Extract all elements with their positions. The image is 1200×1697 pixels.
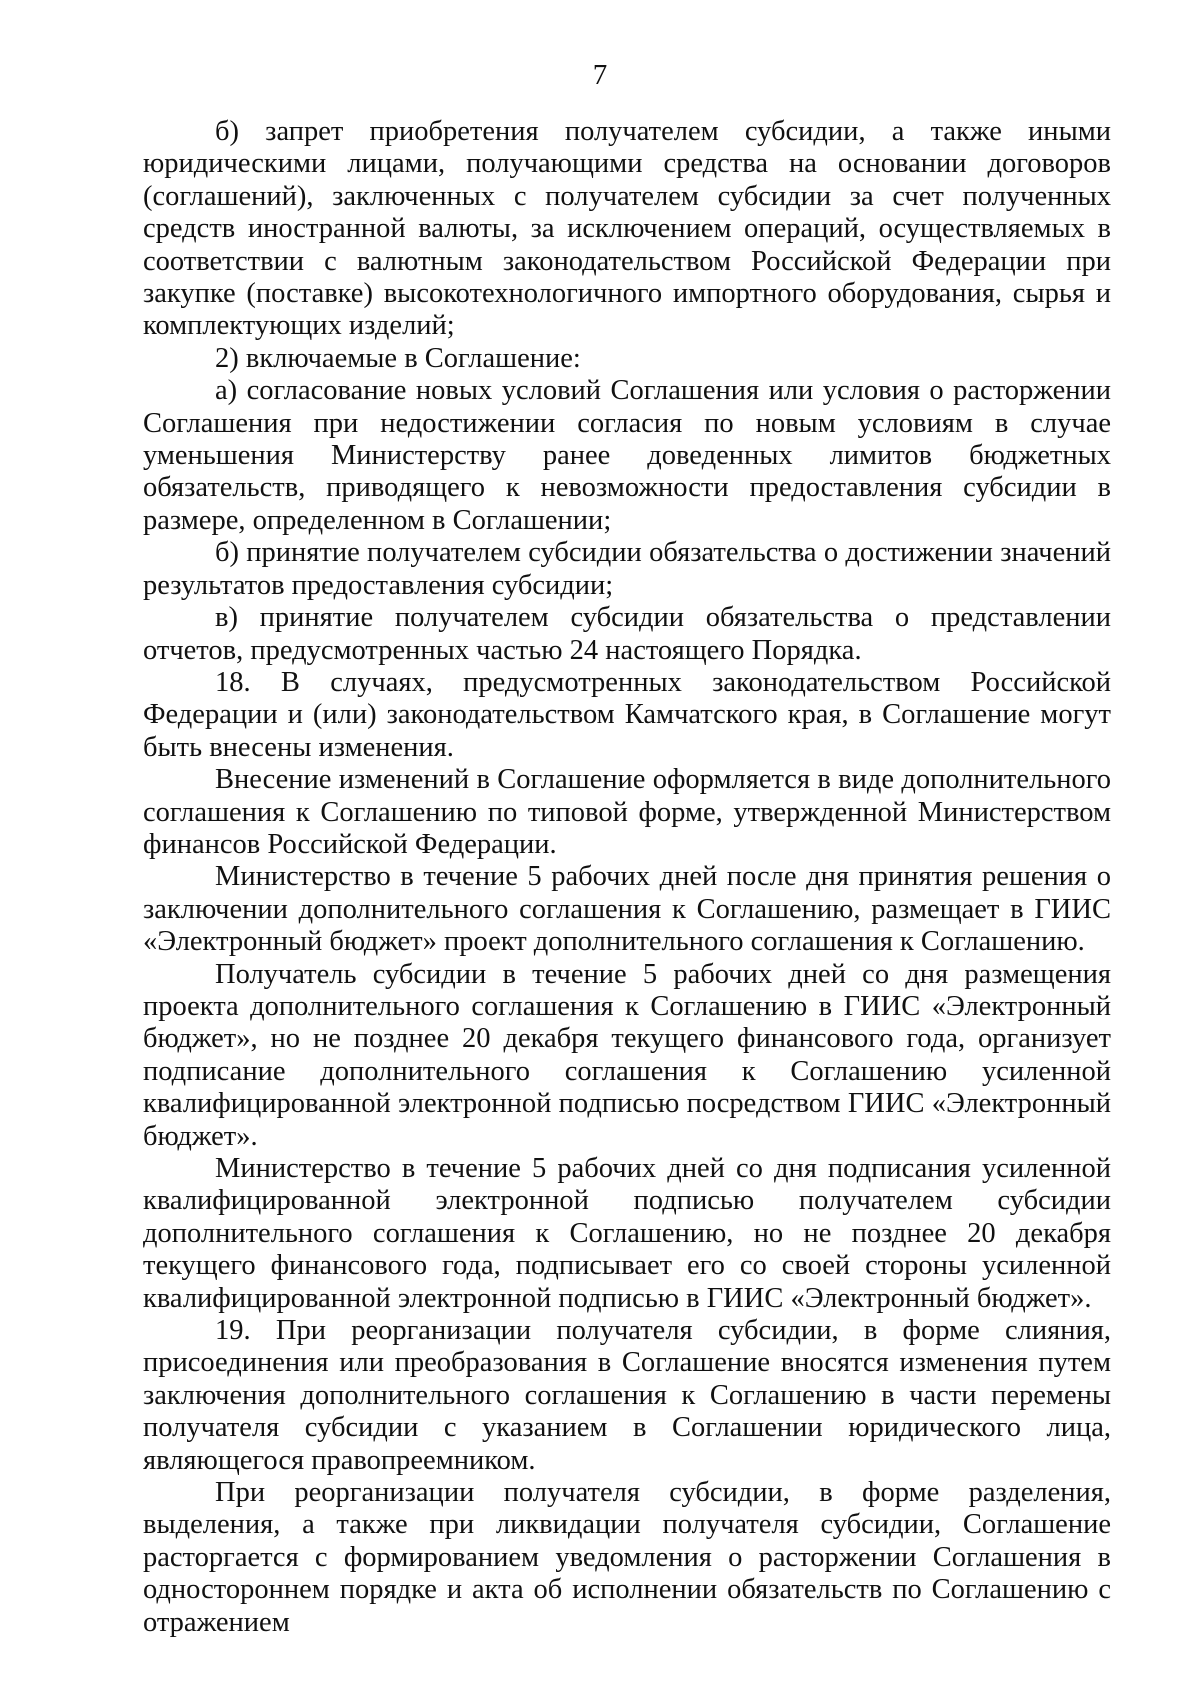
paragraph-item-19: 19. При реорганизации получателя субсидии, в форме слияния, присоединения или преобразования в Соглашение вносятся изменения путем заключения дополнительного соглашения к Соглашению в части перемены получателя субсидии с указанием в Соглашении юридического лица, являющегося правопреемником.: [143, 1315, 1111, 1476]
paragraph-item-18: 18. В случаях, предусмотренных законодательством Российской Федерации и (или) законодательством Камчатского края, в Соглашение могут быть внесены изменения.: [143, 666, 1111, 763]
paragraph-recipient-signing: Получатель субсидии в течение 5 рабочих дней со дня размещения проекта дополнительного соглашения к Соглашению в ГИИС «Электронный бюджет», но не позднее 20 декабря текущего финансового года, организует подписание дополнительного соглашения к Соглашению усиленной квалифицированной электронной подписью посредством ГИИС «Электронный бюджет».: [143, 958, 1111, 1152]
paragraph-subitem-v-reports: в) принятие получателем субсидии обязательства о представлении отчетов, предусмотренных частью 24 настоящего Порядка.: [143, 602, 1111, 666]
paragraph-amendment-form: Внесение изменений в Соглашение оформляется в виде дополнительного соглашения к Соглашению по типовой форме, утвержденной Министерством финансов Российской Федерации.: [143, 764, 1111, 860]
paragraph-subitem-b-prohibition: б) запрет приобретения получателем субсидии, а также иными юридическими лицами, получающими средства на основании договоров (соглашений), заключенных с получателем субсидии за счет полученных средств иностранной валюты, за исключением операций, осуществляемых в соответствии с валютным законодательством Российской Федерации при закупке (поставке) высокотехнологичного импортного оборудования, сырья и комплектующих изделий;: [143, 116, 1111, 342]
paragraph-subitem-b-results: б) принятие получателем субсидии обязательства о достижении значений результатов предоставления субсидии;: [143, 537, 1111, 601]
paragraph-ministry-signing: Министерство в течение 5 рабочих дней со дня подписания усиленной квалифицированной электронной подписью получателем субсидии дополнительного соглашения к Соглашению, но не позднее 20 декабря текущего финансового года, подписывает его со своей стороны усиленной квалифицированной электронной подписью в ГИИС «Электронный бюджет».: [143, 1153, 1111, 1314]
paragraph-reorganization-termination: При реорганизации получателя субсидии, в форме разделения, выделения, а также при ликвидации получателя субсидии, Соглашение расторгается с формированием уведомления о расторжении Соглашения в одностороннем порядке и акта об исполнении обязательств по Соглашению с отражением: [143, 1477, 1111, 1638]
document-body: [143, 116, 1111, 1639]
page-number: 7: [592, 59, 608, 91]
paragraph-subitem-a-agreement: а) согласование новых условий Соглашения или условия о расторжении Соглашения при недостижении согласия по новым условиям в случае уменьшения Министерству ранее доведенных лимитов бюджетных обязательств, приводящего к невозможности предоставления субсидии в размере, определенном в Соглашении;: [143, 375, 1111, 536]
paragraph-item-2-included: 2) включаемые в Соглашение:: [215, 342, 581, 374]
paragraph-ministry-posting: Министерство в течение 5 рабочих дней после дня принятия решения о заключении дополнительного соглашения к Соглашению, размещает в ГИИС «Электронный бюджет» проект дополнительного соглашения к Соглашению.: [143, 861, 1111, 958]
